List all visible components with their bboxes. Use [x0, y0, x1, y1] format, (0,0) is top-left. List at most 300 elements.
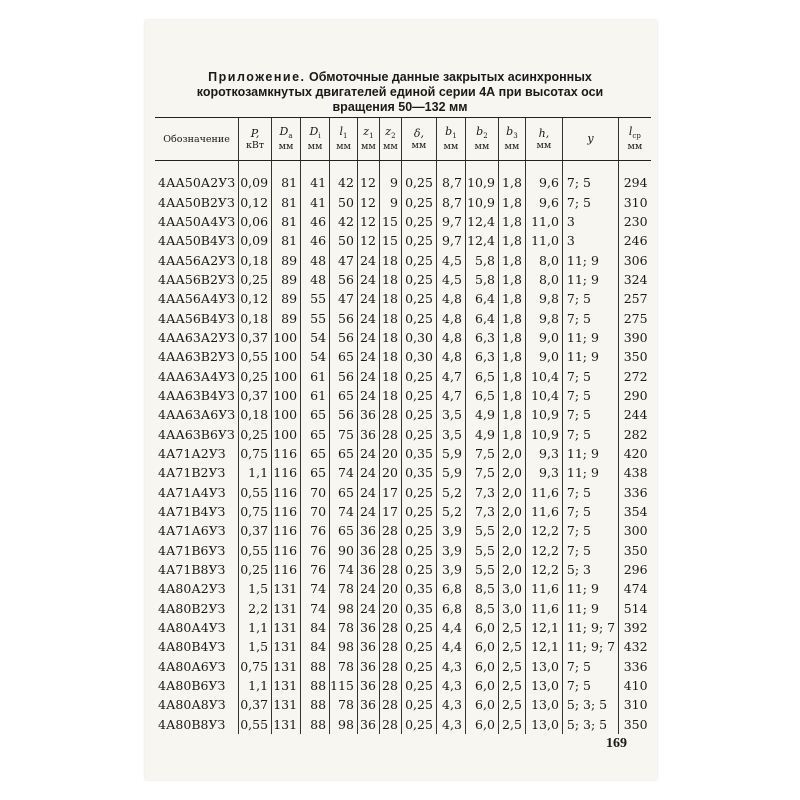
table-row — [155, 366, 651, 385]
table-cell: 74 — [301, 579, 330, 598]
table-cell: 24 — [357, 270, 379, 289]
table-cell: 24 — [357, 502, 379, 521]
motor-designation: 4АА50А2УЗ — [158, 175, 236, 191]
table-cell: 4,3 — [436, 676, 465, 695]
table-cell: 4,3 — [436, 657, 465, 676]
table-cell: 74 — [330, 502, 358, 521]
table-cell: 11; 9 — [562, 328, 618, 347]
table-cell: 78 — [330, 657, 358, 676]
table-cell: 7; 5 — [562, 424, 618, 443]
table-cell: 5,5 — [465, 521, 498, 540]
table-cell: 2,0 — [498, 463, 525, 482]
motor-designation: 4А71А2УЗ — [158, 445, 226, 461]
table-cell: 4,8 — [436, 328, 465, 347]
table-cell: 0,25 — [401, 250, 436, 269]
table-cell: 10,4 — [525, 386, 562, 405]
motor-designation: 4АА56А2УЗ — [158, 252, 236, 268]
table-cell: 131 — [272, 657, 301, 676]
table-cell: 0,12 — [239, 192, 272, 211]
table-cell: 2,0 — [498, 521, 525, 540]
motor-designation: 4АА56В4УЗ — [158, 310, 235, 326]
table-cell: 1,8 — [498, 386, 525, 405]
spacer-row — [155, 161, 651, 174]
table-row — [155, 231, 651, 250]
table-cell: 0,09 — [239, 173, 272, 192]
table-cell: 131 — [272, 695, 301, 714]
table-cell: 18 — [379, 347, 401, 366]
table-cell: 7; 5 — [562, 676, 618, 695]
column-header: h, мм — [525, 118, 562, 161]
table-cell: 81 — [272, 212, 301, 231]
table-cell: 0,55 — [239, 483, 272, 502]
table-cell: 18 — [379, 308, 401, 327]
table-cell: 0,75 — [239, 444, 272, 463]
table-cell: 10,9 — [465, 192, 498, 211]
column-header: $l_{ср}$ мм — [619, 118, 651, 161]
table-cell: 76 — [301, 560, 330, 579]
caption-line3: вращения 50—132 мм — [332, 100, 468, 114]
table-cell: 10,4 — [525, 366, 562, 385]
table-cell: 2,5 — [498, 637, 525, 656]
table-cell: 7,3 — [465, 483, 498, 502]
table-cell: 24 — [357, 366, 379, 385]
table-cell: 0,25 — [401, 637, 436, 656]
motor-designation: 4АА63В2УЗ — [158, 349, 235, 365]
table-cell: 131 — [272, 637, 301, 656]
table-cell: 0,25 — [401, 676, 436, 695]
table-cell: 0,25 — [401, 173, 436, 192]
table-row — [155, 192, 651, 211]
table-cell: 2,5 — [498, 715, 525, 734]
table-cell: 1,8 — [498, 366, 525, 385]
table-cell: 1,8 — [498, 424, 525, 443]
table-cell: 24 — [357, 483, 379, 502]
table-cell: 24 — [357, 579, 379, 598]
table-cell: 0,18 — [239, 250, 272, 269]
table-row — [155, 289, 651, 308]
motor-designation: 4АА63А2УЗ — [158, 329, 236, 345]
table-cell: 0,25 — [401, 270, 436, 289]
table-cell: 392 — [619, 618, 651, 637]
table-row — [155, 347, 651, 366]
table-cell: 84 — [301, 637, 330, 656]
table-cell: 2,5 — [498, 676, 525, 695]
table-cell: 10,9 — [525, 405, 562, 424]
table-cell: 48 — [301, 270, 330, 289]
motor-designation: 4А71А4УЗ — [158, 484, 226, 500]
table-row — [155, 212, 651, 231]
table-cell: 13,0 — [525, 695, 562, 714]
table-cell: 13,0 — [525, 657, 562, 676]
table-cell: 410 — [619, 676, 651, 695]
table-cell: 13,0 — [525, 715, 562, 734]
table-cell: 100 — [272, 386, 301, 405]
table-cell: 78 — [330, 618, 358, 637]
table-cell: 131 — [272, 676, 301, 695]
table-cell: 7; 5 — [562, 192, 618, 211]
table-cell: 275 — [619, 308, 651, 327]
table-row — [155, 695, 651, 714]
table-cell: 11,6 — [525, 502, 562, 521]
table-cell: 24 — [357, 444, 379, 463]
table-cell: 36 — [357, 637, 379, 656]
table-cell: 0,25 — [401, 405, 436, 424]
column-header: $b_1$ мм — [436, 118, 465, 161]
table-cell: 7; 5 — [562, 521, 618, 540]
table-cell: 0,55 — [239, 715, 272, 734]
table-cell: 6,3 — [465, 347, 498, 366]
table-cell: 81 — [272, 192, 301, 211]
table-cell: 20 — [379, 579, 401, 598]
table-cell: 6,5 — [465, 386, 498, 405]
table-cell: 65 — [301, 424, 330, 443]
table-row — [155, 560, 651, 579]
motor-designation: 4АА63В4УЗ — [158, 387, 235, 403]
table-cell: 11; 9 — [562, 599, 618, 618]
table-cell: 18 — [379, 289, 401, 308]
column-header: $D_а$ мм — [272, 118, 301, 161]
table-cell: 100 — [272, 328, 301, 347]
table-cell: 28 — [379, 657, 401, 676]
table-cell: 9,3 — [525, 444, 562, 463]
table-cell: 2,5 — [498, 695, 525, 714]
table-cell: 11; 9; 7 — [562, 637, 618, 656]
motor-designation: 4А71В8УЗ — [158, 562, 226, 578]
caption-line2: короткозамкнутых двигателей единой серии 4А при высотах оси — [196, 85, 604, 99]
table-cell: 6,0 — [465, 637, 498, 656]
table-cell: 7; 5 — [562, 173, 618, 192]
table-cell: 420 — [619, 444, 651, 463]
table-cell: 0,25 — [239, 560, 272, 579]
table-cell: 6,0 — [465, 715, 498, 734]
table-cell: 2,0 — [498, 541, 525, 560]
table-row — [155, 521, 651, 540]
table-cell: 81 — [272, 173, 301, 192]
table-cell: 7; 5 — [562, 366, 618, 385]
table-cell: 75 — [330, 424, 358, 443]
table-cell: 12,4 — [465, 231, 498, 250]
table-cell: 0,25 — [239, 366, 272, 385]
table-cell: 0,25 — [401, 289, 436, 308]
table-cell: 0,37 — [239, 386, 272, 405]
table-cell: 10,9 — [465, 173, 498, 192]
table-cell: 84 — [301, 618, 330, 637]
table-cell: 9,0 — [525, 347, 562, 366]
table-cell: 11,6 — [525, 599, 562, 618]
table-cell: 0,75 — [239, 502, 272, 521]
table-cell: 7; 5 — [562, 405, 618, 424]
table-row — [155, 502, 651, 521]
table-cell: 8,0 — [525, 270, 562, 289]
table-cell: 438 — [619, 463, 651, 482]
table-cell: 54 — [301, 328, 330, 347]
table-cell: 0,30 — [401, 347, 436, 366]
table-cell: 1,8 — [498, 289, 525, 308]
table-cell: 2,5 — [498, 657, 525, 676]
table-cell: 42 — [330, 212, 358, 231]
table-cell: 300 — [619, 521, 651, 540]
table-cell: 24 — [357, 463, 379, 482]
table-cell: 70 — [301, 483, 330, 502]
table-row — [155, 637, 651, 656]
table-row — [155, 579, 651, 598]
table-cell: 0,55 — [239, 541, 272, 560]
table-cell: 1,1 — [239, 618, 272, 637]
table-cell: 20 — [379, 599, 401, 618]
table-row — [155, 270, 651, 289]
table-cell: 18 — [379, 328, 401, 347]
table-cell: 0,25 — [401, 521, 436, 540]
table-cell: 28 — [379, 405, 401, 424]
table-cell: 9 — [379, 192, 401, 211]
table-cell: 28 — [379, 715, 401, 734]
column-header: $D_i$ мм — [301, 118, 330, 161]
table-cell: 2,2 — [239, 599, 272, 618]
table-cell: 5; 3 — [562, 560, 618, 579]
table-cell: 28 — [379, 618, 401, 637]
table-cell: 9,6 — [525, 192, 562, 211]
table-cell: 3 — [562, 231, 618, 250]
table-cell: 0,12 — [239, 289, 272, 308]
table-cell: 5; 3; 5 — [562, 695, 618, 714]
table-cell: 36 — [357, 676, 379, 695]
table-cell: 514 — [619, 599, 651, 618]
table-cell: 5,9 — [436, 444, 465, 463]
table-cell: 6,8 — [436, 599, 465, 618]
table-cell: 8,5 — [465, 579, 498, 598]
table-cell: 65 — [330, 444, 358, 463]
table-cell: 6,4 — [465, 308, 498, 327]
table-row — [155, 250, 651, 269]
table-cell: 8,7 — [436, 173, 465, 192]
table-cell: 1,8 — [498, 308, 525, 327]
table-cell: 3,5 — [436, 405, 465, 424]
table-cell: 12,1 — [525, 618, 562, 637]
caption-lead: Приложение. — [208, 70, 306, 84]
table-cell: 6,8 — [436, 579, 465, 598]
table-cell: 0,35 — [401, 579, 436, 598]
column-header: Обозначение — [155, 118, 239, 161]
table-cell: 88 — [301, 676, 330, 695]
table-cell: 11; 9 — [562, 463, 618, 482]
table-cell: 78 — [330, 579, 358, 598]
table-cell: 0,25 — [239, 424, 272, 443]
table-cell: 100 — [272, 347, 301, 366]
table-cell: 0,25 — [401, 386, 436, 405]
table-cell: 6,0 — [465, 695, 498, 714]
table-cell: 7; 5 — [562, 308, 618, 327]
table-cell: 3,0 — [498, 579, 525, 598]
table-cell: 90 — [330, 541, 358, 560]
column-header: $z_1$ мм — [357, 118, 379, 161]
table-cell: 116 — [272, 483, 301, 502]
caption-line1: Обмоточные данные закрытых асинхронных — [309, 70, 592, 84]
table-cell: 98 — [330, 715, 358, 734]
table-cell: 0,55 — [239, 347, 272, 366]
table-cell: 11,6 — [525, 579, 562, 598]
table-cell: 89 — [272, 289, 301, 308]
table-cell: 6,0 — [465, 657, 498, 676]
table-cell: 6,3 — [465, 328, 498, 347]
table-cell: 11; 9 — [562, 270, 618, 289]
table-cell: 28 — [379, 560, 401, 579]
table-cell: 24 — [357, 599, 379, 618]
table-cell: 12,1 — [525, 637, 562, 656]
table-cell: 5,5 — [465, 541, 498, 560]
motor-designation: 4А71А6УЗ — [158, 523, 226, 539]
motor-designation: 4А80В2УЗ — [158, 600, 226, 616]
motor-designation: 4АА63А6УЗ — [158, 407, 236, 423]
table-cell: 0,06 — [239, 212, 272, 231]
table-cell: 7,5 — [465, 444, 498, 463]
column-header: y — [562, 118, 618, 161]
table-cell: 20 — [379, 444, 401, 463]
table-cell: 4,8 — [436, 347, 465, 366]
table-cell: 474 — [619, 579, 651, 598]
table-cell: 74 — [330, 463, 358, 482]
table-cell: 18 — [379, 270, 401, 289]
table-cell: 18 — [379, 386, 401, 405]
table-cell: 0,25 — [239, 270, 272, 289]
table-cell: 36 — [357, 405, 379, 424]
table-cell: 296 — [619, 560, 651, 579]
table-cell: 28 — [379, 695, 401, 714]
table-cell: 56 — [330, 405, 358, 424]
table-cell: 48 — [301, 250, 330, 269]
table-cell: 12,2 — [525, 560, 562, 579]
table-cell: 46 — [301, 212, 330, 231]
table-cell: 88 — [301, 715, 330, 734]
table-cell: 13,0 — [525, 676, 562, 695]
table-cell: 2,0 — [498, 483, 525, 502]
table-cell: 116 — [272, 560, 301, 579]
table-cell: 56 — [330, 308, 358, 327]
table-cell: 350 — [619, 715, 651, 734]
column-header: $l_1$ мм — [330, 118, 358, 161]
table-cell: 2,5 — [498, 618, 525, 637]
table-cell: 36 — [357, 657, 379, 676]
table-cell: 7; 5 — [562, 541, 618, 560]
table-cell: 131 — [272, 599, 301, 618]
table-cell: 244 — [619, 405, 651, 424]
table-cell: 5,2 — [436, 502, 465, 521]
table-cell: 36 — [357, 424, 379, 443]
table-cell: 89 — [272, 270, 301, 289]
table-cell: 98 — [330, 637, 358, 656]
table-cell: 0,75 — [239, 657, 272, 676]
table-row — [155, 483, 651, 502]
table-cell: 8,5 — [465, 599, 498, 618]
table-cell: 0,25 — [401, 541, 436, 560]
table-cell: 28 — [379, 424, 401, 443]
table-cell: 9,7 — [436, 231, 465, 250]
table-cell: 246 — [619, 231, 651, 250]
table-row — [155, 424, 651, 443]
column-header: δ, мм — [401, 118, 436, 161]
table-cell: 15 — [379, 212, 401, 231]
table-cell: 11; 9 — [562, 250, 618, 269]
table-cell: 74 — [330, 560, 358, 579]
table-row — [155, 308, 651, 327]
table-cell: 257 — [619, 289, 651, 308]
table-cell: 17 — [379, 483, 401, 502]
table-cell: 54 — [301, 347, 330, 366]
table-cell: 28 — [379, 676, 401, 695]
table-cell: 116 — [272, 541, 301, 560]
table-cell: 1,8 — [498, 192, 525, 211]
motor-designation: 4А80В4УЗ — [158, 639, 226, 655]
table-cell: 9,8 — [525, 289, 562, 308]
table-cell: 9,0 — [525, 328, 562, 347]
table-cell: 28 — [379, 521, 401, 540]
table-cell: 65 — [330, 347, 358, 366]
motor-designation: 4А80А2УЗ — [158, 581, 226, 597]
motor-designation: 4А80В6УЗ — [158, 678, 226, 694]
table-cell: 0,30 — [401, 328, 436, 347]
table-cell: 36 — [357, 695, 379, 714]
table-cell: 18 — [379, 250, 401, 269]
table-cell: 12,2 — [525, 541, 562, 560]
table-cell: 15 — [379, 231, 401, 250]
table-cell: 65 — [330, 386, 358, 405]
table-cell: 0,37 — [239, 328, 272, 347]
table-cell: 70 — [301, 502, 330, 521]
table-cell: 42 — [330, 173, 358, 192]
table-cell: 7; 5 — [562, 289, 618, 308]
table-cell: 5,8 — [465, 270, 498, 289]
table-cell: 7; 5 — [562, 657, 618, 676]
page-number: 169 — [606, 736, 627, 751]
table-cell: 4,5 — [436, 250, 465, 269]
table-cell: 55 — [301, 289, 330, 308]
motor-designation: 4А71В4УЗ — [158, 504, 226, 520]
table-cell: 8,7 — [436, 192, 465, 211]
table-cell: 116 — [272, 444, 301, 463]
table-cell: 0,25 — [401, 308, 436, 327]
column-header: $b_2$ мм — [465, 118, 498, 161]
table-row — [155, 676, 651, 695]
motor-designation: 4АА56В2УЗ — [158, 271, 235, 287]
table-cell: 0,25 — [401, 502, 436, 521]
table-cell: 11; 9 — [562, 579, 618, 598]
table-cell: 24 — [357, 250, 379, 269]
table-cell: 11; 9 — [562, 444, 618, 463]
table-cell: 41 — [301, 173, 330, 192]
table-cell: 1,1 — [239, 676, 272, 695]
table-caption — [152, 70, 648, 115]
table-cell: 61 — [301, 386, 330, 405]
table-cell: 0,25 — [401, 560, 436, 579]
table-cell: 282 — [619, 424, 651, 443]
table-cell: 11,0 — [525, 212, 562, 231]
table-cell: 0,37 — [239, 521, 272, 540]
table-cell: 9,6 — [525, 173, 562, 192]
table-cell: 1,8 — [498, 250, 525, 269]
table-cell: 7; 5 — [562, 502, 618, 521]
table-cell: 131 — [272, 715, 301, 734]
table-row — [155, 715, 651, 734]
table-cell: 6,5 — [465, 366, 498, 385]
table-cell: 350 — [619, 541, 651, 560]
table-cell: 50 — [330, 231, 358, 250]
table-cell: 88 — [301, 695, 330, 714]
table-cell: 1,8 — [498, 173, 525, 192]
table-cell: 5; 3; 5 — [562, 715, 618, 734]
winding-data-table — [155, 117, 651, 734]
table-cell: 354 — [619, 502, 651, 521]
table-cell: 98 — [330, 599, 358, 618]
table-cell: 3 — [562, 212, 618, 231]
